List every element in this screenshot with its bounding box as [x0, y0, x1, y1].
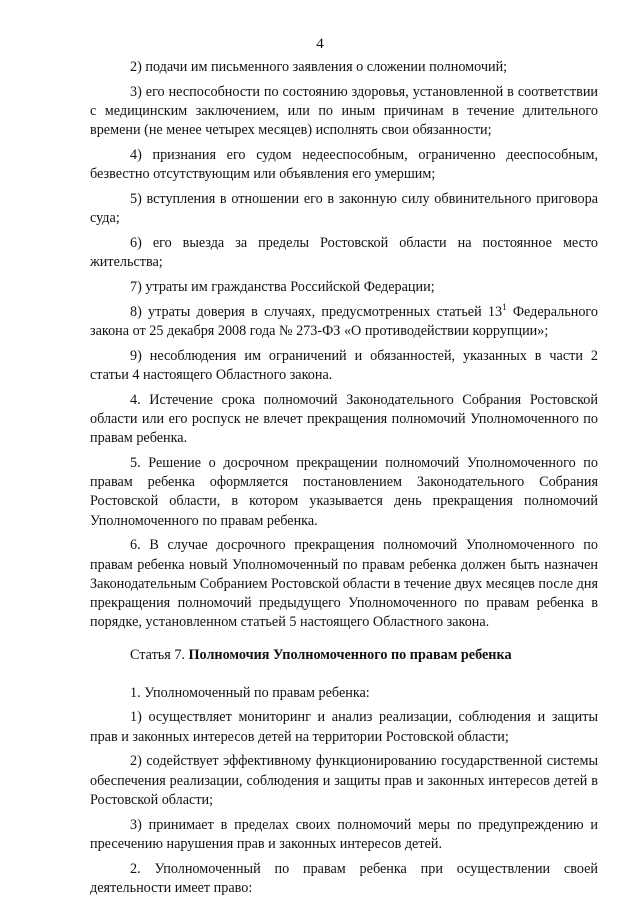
paragraph: 4) признания его судом недееспособным, ограниченно дееспособным, безвестно отсутствующим или объявления его умершим; [90, 147, 598, 183]
paragraph: 2) содействует эффективному функционированию государственной системы обеспечения реализации, соблюдения и защиты прав и законных интересов детей в Ростовской области; [90, 753, 598, 808]
paragraph: 9) несоблюдения им ограничений и обязанностей, указанных в части 2 статьи 4 настоящего Областного закона. [90, 347, 598, 383]
paragraph: 5. Решение о досрочном прекращении полномочий Уполномоченного по правам ребенка оформляется постановлением Законодательного Собрания Ростовской области, в котором указывается день прекращения полномочий Уполномоченного по правам ребенка. [90, 455, 598, 529]
item8-text-after: Федерального закона от 25 декабря 2008 года № 273-ФЗ «О противодействии коррупции»; [90, 303, 598, 339]
document-body [90, 58, 598, 904]
paragraph: 2) подачи им письменного заявления о сложении полномочий; [130, 59, 508, 75]
paragraph-item-8 [90, 303, 598, 341]
footnote-superscript: 1 [502, 301, 507, 312]
paragraph: 7) утраты им гражданства Российской Федерации; [130, 279, 435, 295]
paragraph: 3) принимает в пределах своих полномочий меры по предупреждению и пресечению нарушения прав и законных интересов детей. [90, 816, 598, 852]
item8-text-before: 8) утраты доверия в случаях, предусмотренных статьей 13 [130, 303, 503, 320]
article-title: Полномочия Уполномоченного по правам ребенка [188, 647, 512, 664]
paragraph: 2. Уполномоченный по правам ребенка при осуществлении своей деятельности имеет право: [90, 860, 598, 896]
article-heading [90, 646, 598, 665]
paragraph: 6) его выезда за пределы Ростовской области на постоянное место жительства; [90, 235, 598, 271]
paragraph-group-3 [90, 684, 598, 898]
article-label: Статья 7. [130, 647, 185, 664]
page-number: 4 [316, 36, 324, 52]
paragraph: 6. В случае досрочного прекращения полномочий Уполномоченного по правам ребенка новый Уполномоченный по правам ребенка должен быть назначен Законодательным Собранием Ростовской области в течение двух месяцев после дня прекращения полномочий предыдущего Уполномоченного по правам ребенка в порядке, установленном статьей 5 настоящего Областного закона. [90, 537, 598, 631]
paragraph: 1) осуществляет мониторинг и анализ реализации, соблюдения и защиты прав и законных интересов детей на территории Ростовской области; [90, 709, 598, 745]
paragraph: 4. Истечение срока полномочий Законодательного Собрания Ростовской области или его роспуск не влечет прекращения полномочий Уполномоченного по правам ребенка. [90, 391, 598, 447]
paragraph: 3) его неспособности по состоянию здоровья, установленной в соответствии с медицинским заключением, или по иным причинам в течение длительного времени (не менее четырех месяцев) исполнять свои обязанности; [90, 83, 598, 139]
paragraph: 1. Уполномоченный по правам ребенка: [130, 684, 370, 701]
paragraph-group-1 [90, 58, 598, 297]
paragraph: 5) вступления в отношении его в законную силу обвинительного приговора суда; [90, 191, 598, 227]
paragraph-group-2 [90, 347, 598, 633]
